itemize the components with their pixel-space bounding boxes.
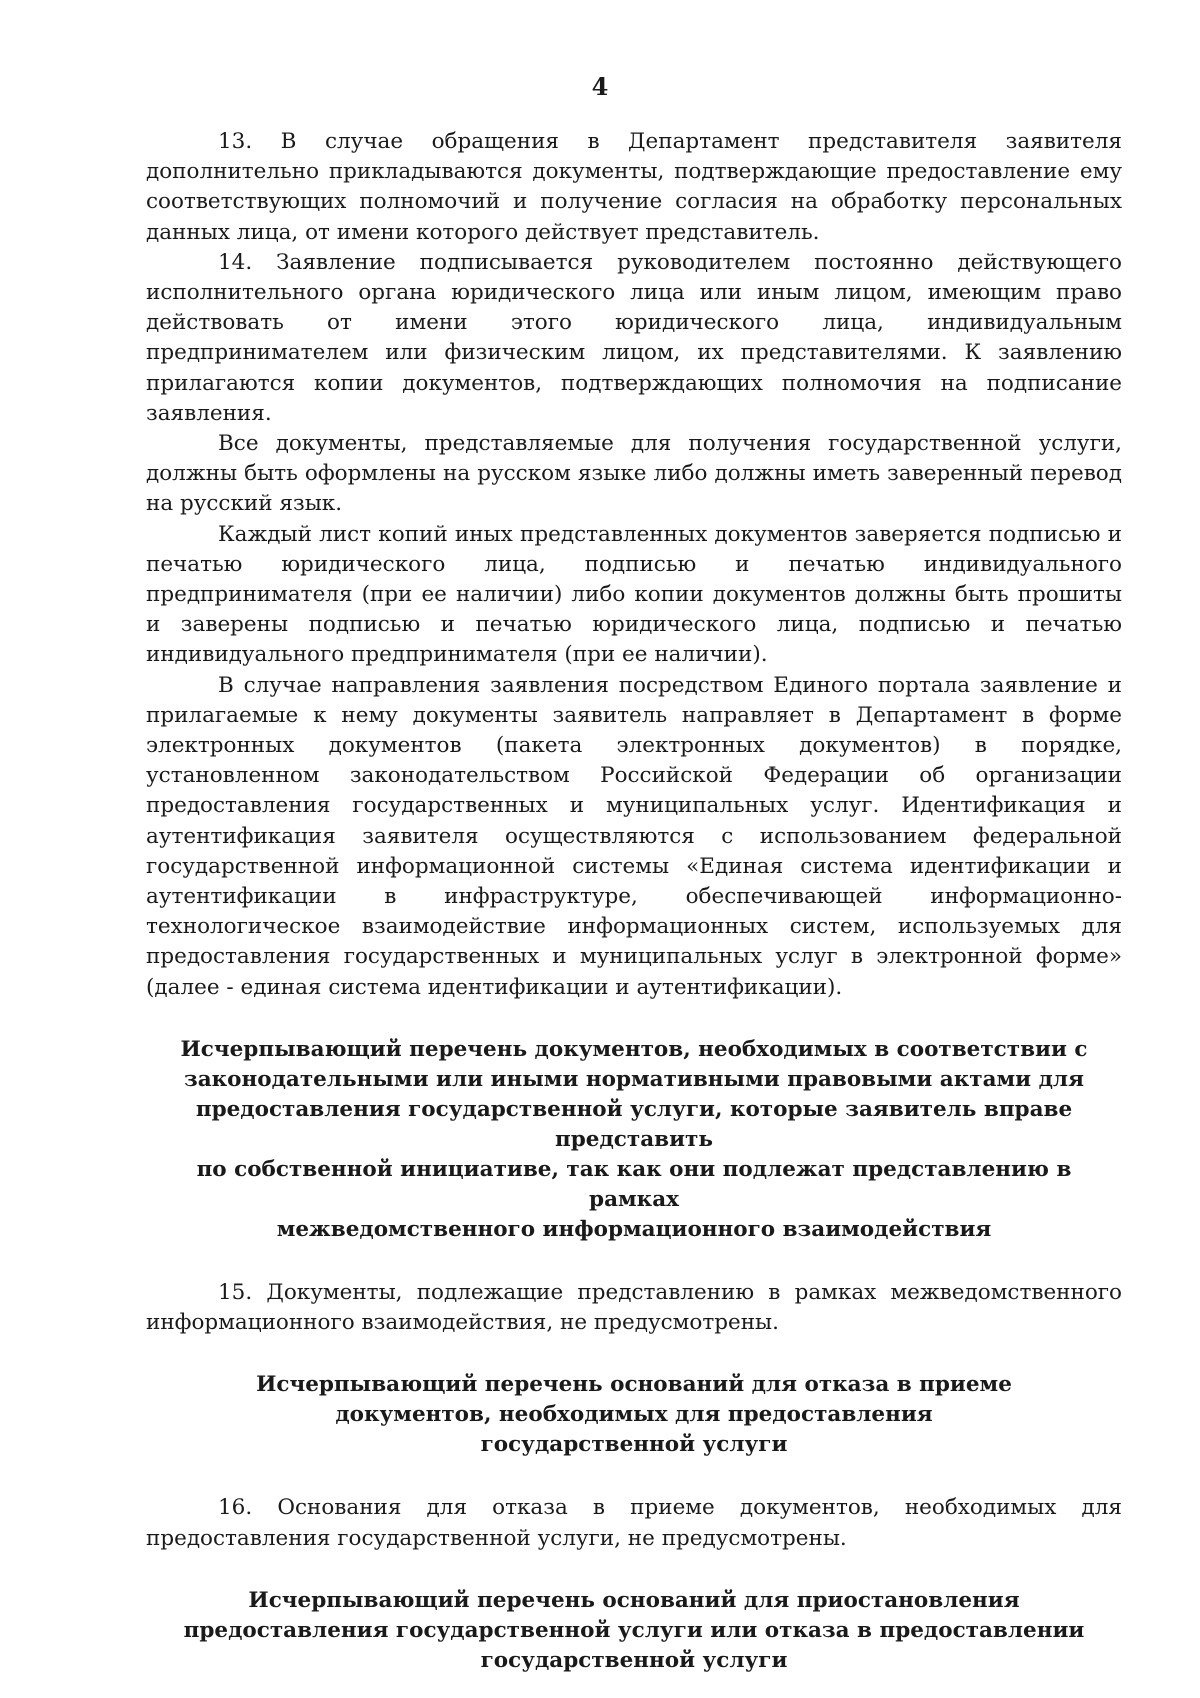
paragraph-14: 14. Заявление подписывается руководителем постоянно действующего исполнительного органа юридического лица или иным лицом, имеющим право действовать от имени этого юридического лица, индивидуальным предпринимателем или физическим лицом, их представителями. К заявлению прилагаются копии документов, подтверждающих полномочия на подписание заявления.: [146, 249, 1122, 426]
heading-line: межведомственного информационного взаимодействия: [276, 1216, 992, 1242]
section-heading-refusal-grounds: [146, 1370, 1122, 1460]
heading-line: государственной услуги: [480, 1432, 788, 1458]
page-number: 4: [591, 72, 609, 101]
heading-line: предоставления государственной услуги или отказа в предоставлении: [183, 1617, 1085, 1643]
section-heading-suspension-grounds: [146, 1586, 1122, 1676]
paragraph-portal: В случае направления заявления посредством Единого портала заявление и прилагаемые к нему документы заявитель направляет в Департамент в форме электронных документов (пакета электронных документов) в порядке, установленном законодательством Российской Федерации об организации предоставления государственных и муниципальных услуг. Идентификация и аутентификация заявителя осуществляются с использованием федеральной государственной информационной системы «Единая система идентификации и аутентификации в инфраструктуре, обеспечивающей информационно-технологическое взаимодействие информационных систем, используемых для предоставления государственных и муниципальных услуг в электронной форме» (далее - единая система идентификации и аутентификации).: [146, 672, 1122, 1000]
heading-line: по собственной инициативе, так как они подлежат представлению в рамках: [196, 1156, 1072, 1212]
document-body: [146, 127, 1122, 1676]
heading-line: Исчерпывающий перечень документов, необходимых в соответствии с: [180, 1036, 1088, 1062]
paragraph-13: 13. В случае обращения в Департамент представителя заявителя дополнительно прикладываются документы, подтверждающие предоставление ему соответствующих полномочий и получение согласия на обработку персональных данных лица, от имени которого действует представитель.: [146, 129, 1122, 245]
heading-line: государственной услуги: [480, 1647, 788, 1673]
heading-line: предоставления государственной услуги, которые заявитель вправе представить: [195, 1096, 1073, 1152]
heading-line: Исчерпывающий перечень оснований для отказа в приеме: [256, 1372, 1012, 1398]
heading-line: Исчерпывающий перечень оснований для приостановления: [248, 1587, 1020, 1613]
paragraph-language: Все документы, представляемые для получения государственной услуги, должны быть оформлены на русском языке либо должны иметь заверенный перевод на русский язык.: [146, 431, 1122, 517]
paragraph-copies: Каждый лист копий иных представленных документов заверяется подписью и печатью юридического лица, подписью и печатью индивидуального предпринимателя (при ее наличии) либо копии документов должны быть прошиты и заверены подписью и печатью юридического лица, подписью и печатью индивидуального предпринимателя (при ее наличии).: [146, 521, 1122, 668]
heading-line: документов, необходимых для предоставления: [335, 1402, 933, 1428]
paragraph-16: 16. Основания для отказа в приеме документов, необходимых для предоставления государственной услуги, не предусмотрены.: [146, 1495, 1122, 1551]
paragraph-15: 15. Документы, подлежащие представлению в рамках межведомственного информационного взаимодействия, не предусмотрены.: [146, 1279, 1122, 1336]
heading-line: законодательными или иными нормативными правовыми актами для: [184, 1066, 1084, 1092]
section-heading-documents-own-initiative: [146, 1035, 1122, 1245]
